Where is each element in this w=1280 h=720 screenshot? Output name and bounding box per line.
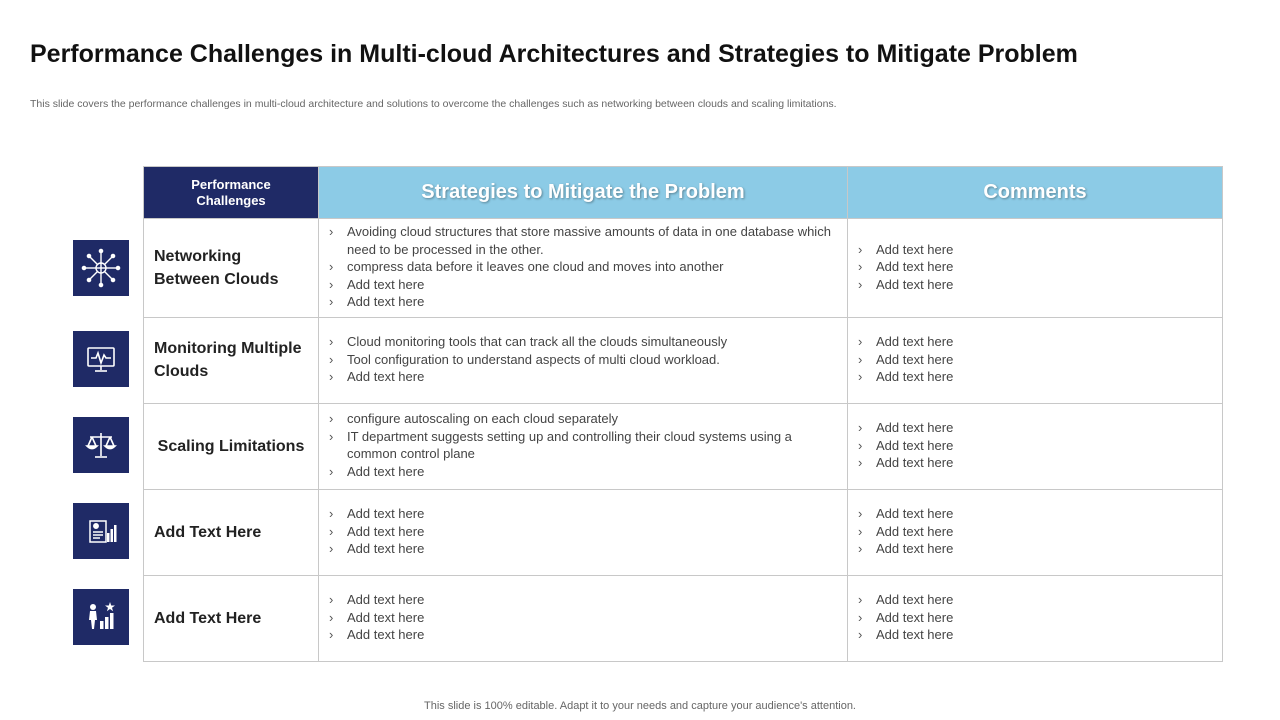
growth-person-icon bbox=[73, 589, 129, 645]
comment-item: › Add text here bbox=[858, 454, 1212, 472]
comment-item: › Add text here bbox=[858, 368, 1212, 386]
comment-item: › Add text here bbox=[858, 626, 1212, 644]
comment-item: › Add text here bbox=[858, 437, 1212, 455]
table-row bbox=[144, 403, 1223, 489]
strategy-item: › Add text here bbox=[329, 293, 837, 311]
challenges-table bbox=[143, 166, 1223, 662]
comments-cell bbox=[848, 219, 1223, 318]
comment-item: › Add text here bbox=[858, 258, 1212, 276]
strategy-item: › Add text here bbox=[329, 626, 837, 644]
challenge-label: Scaling Limitations bbox=[144, 403, 319, 489]
header-strategies: Strategies to Mitigate the Problem bbox=[319, 167, 848, 219]
strategies-cell bbox=[319, 403, 848, 489]
strategies-cell bbox=[319, 219, 848, 318]
network-globe-icon bbox=[73, 240, 129, 296]
footer-note: This slide is 100% editable. Adapt it to your needs and capture your audience's attention. bbox=[424, 700, 856, 712]
challenge-label: Add Text Here bbox=[144, 489, 319, 575]
table-row bbox=[144, 489, 1223, 575]
strategy-item: › Add text here bbox=[329, 463, 837, 481]
comments-cell bbox=[848, 575, 1223, 661]
strategy-item: › Avoiding cloud structures that store massive amounts of data in one database which need to be processed in the other. bbox=[329, 223, 837, 258]
page-subtitle: This slide covers the performance challenges in multi-cloud architecture and solutions to overcome the challenges such as networking between clouds and scaling limitations. bbox=[30, 98, 837, 110]
challenge-label: Networking Between Clouds bbox=[144, 219, 319, 318]
strategy-item: › IT department suggests setting up and controlling their cloud systems using a common control plane bbox=[329, 428, 837, 463]
comment-item: › Add text here bbox=[858, 609, 1212, 627]
comment-item: › Add text here bbox=[858, 419, 1212, 437]
strategy-item: › Add text here bbox=[329, 276, 837, 294]
strategies-cell bbox=[319, 489, 848, 575]
comment-item: › Add text here bbox=[858, 241, 1212, 259]
comments-cell bbox=[848, 489, 1223, 575]
strategy-item: › Cloud monitoring tools that can track all the clouds simultaneously bbox=[329, 333, 837, 351]
strategy-item: › configure autoscaling on each cloud separately bbox=[329, 410, 837, 428]
page-title: Performance Challenges in Multi-cloud Architectures and Strategies to Mitigate Problem bbox=[30, 40, 1078, 68]
comments-cell bbox=[848, 317, 1223, 403]
table-header-row bbox=[144, 167, 1223, 219]
strategy-item: › Add text here bbox=[329, 540, 837, 558]
comment-item: › Add text here bbox=[858, 351, 1212, 369]
comments-cell bbox=[848, 403, 1223, 489]
strategy-item: › Add text here bbox=[329, 609, 837, 627]
challenge-label: Monitoring Multiple Clouds bbox=[144, 317, 319, 403]
table-row bbox=[144, 317, 1223, 403]
comment-item: › Add text here bbox=[858, 540, 1212, 558]
table-row bbox=[144, 219, 1223, 318]
header-comments: Comments bbox=[848, 167, 1223, 219]
comment-item: › Add text here bbox=[858, 505, 1212, 523]
strategy-item: › compress data before it leaves one cloud and moves into another bbox=[329, 258, 837, 276]
comment-item: › Add text here bbox=[858, 333, 1212, 351]
table-row bbox=[144, 575, 1223, 661]
report-chart-icon bbox=[73, 503, 129, 559]
monitor-icon bbox=[73, 331, 129, 387]
strategy-item: › Add text here bbox=[329, 505, 837, 523]
strategy-item: › Add text here bbox=[329, 368, 837, 386]
strategy-item: › Add text here bbox=[329, 591, 837, 609]
strategies-cell bbox=[319, 575, 848, 661]
strategies-cell bbox=[319, 317, 848, 403]
comment-item: › Add text here bbox=[858, 523, 1212, 541]
challenge-label: Add Text Here bbox=[144, 575, 319, 661]
scale-icon bbox=[73, 417, 129, 473]
strategy-item: › Tool configuration to understand aspects of multi cloud workload. bbox=[329, 351, 837, 369]
strategy-item: › Add text here bbox=[329, 523, 837, 541]
comment-item: › Add text here bbox=[858, 591, 1212, 609]
comment-item: › Add text here bbox=[858, 276, 1212, 294]
header-performance-challenges: Performance Challenges bbox=[144, 167, 319, 219]
